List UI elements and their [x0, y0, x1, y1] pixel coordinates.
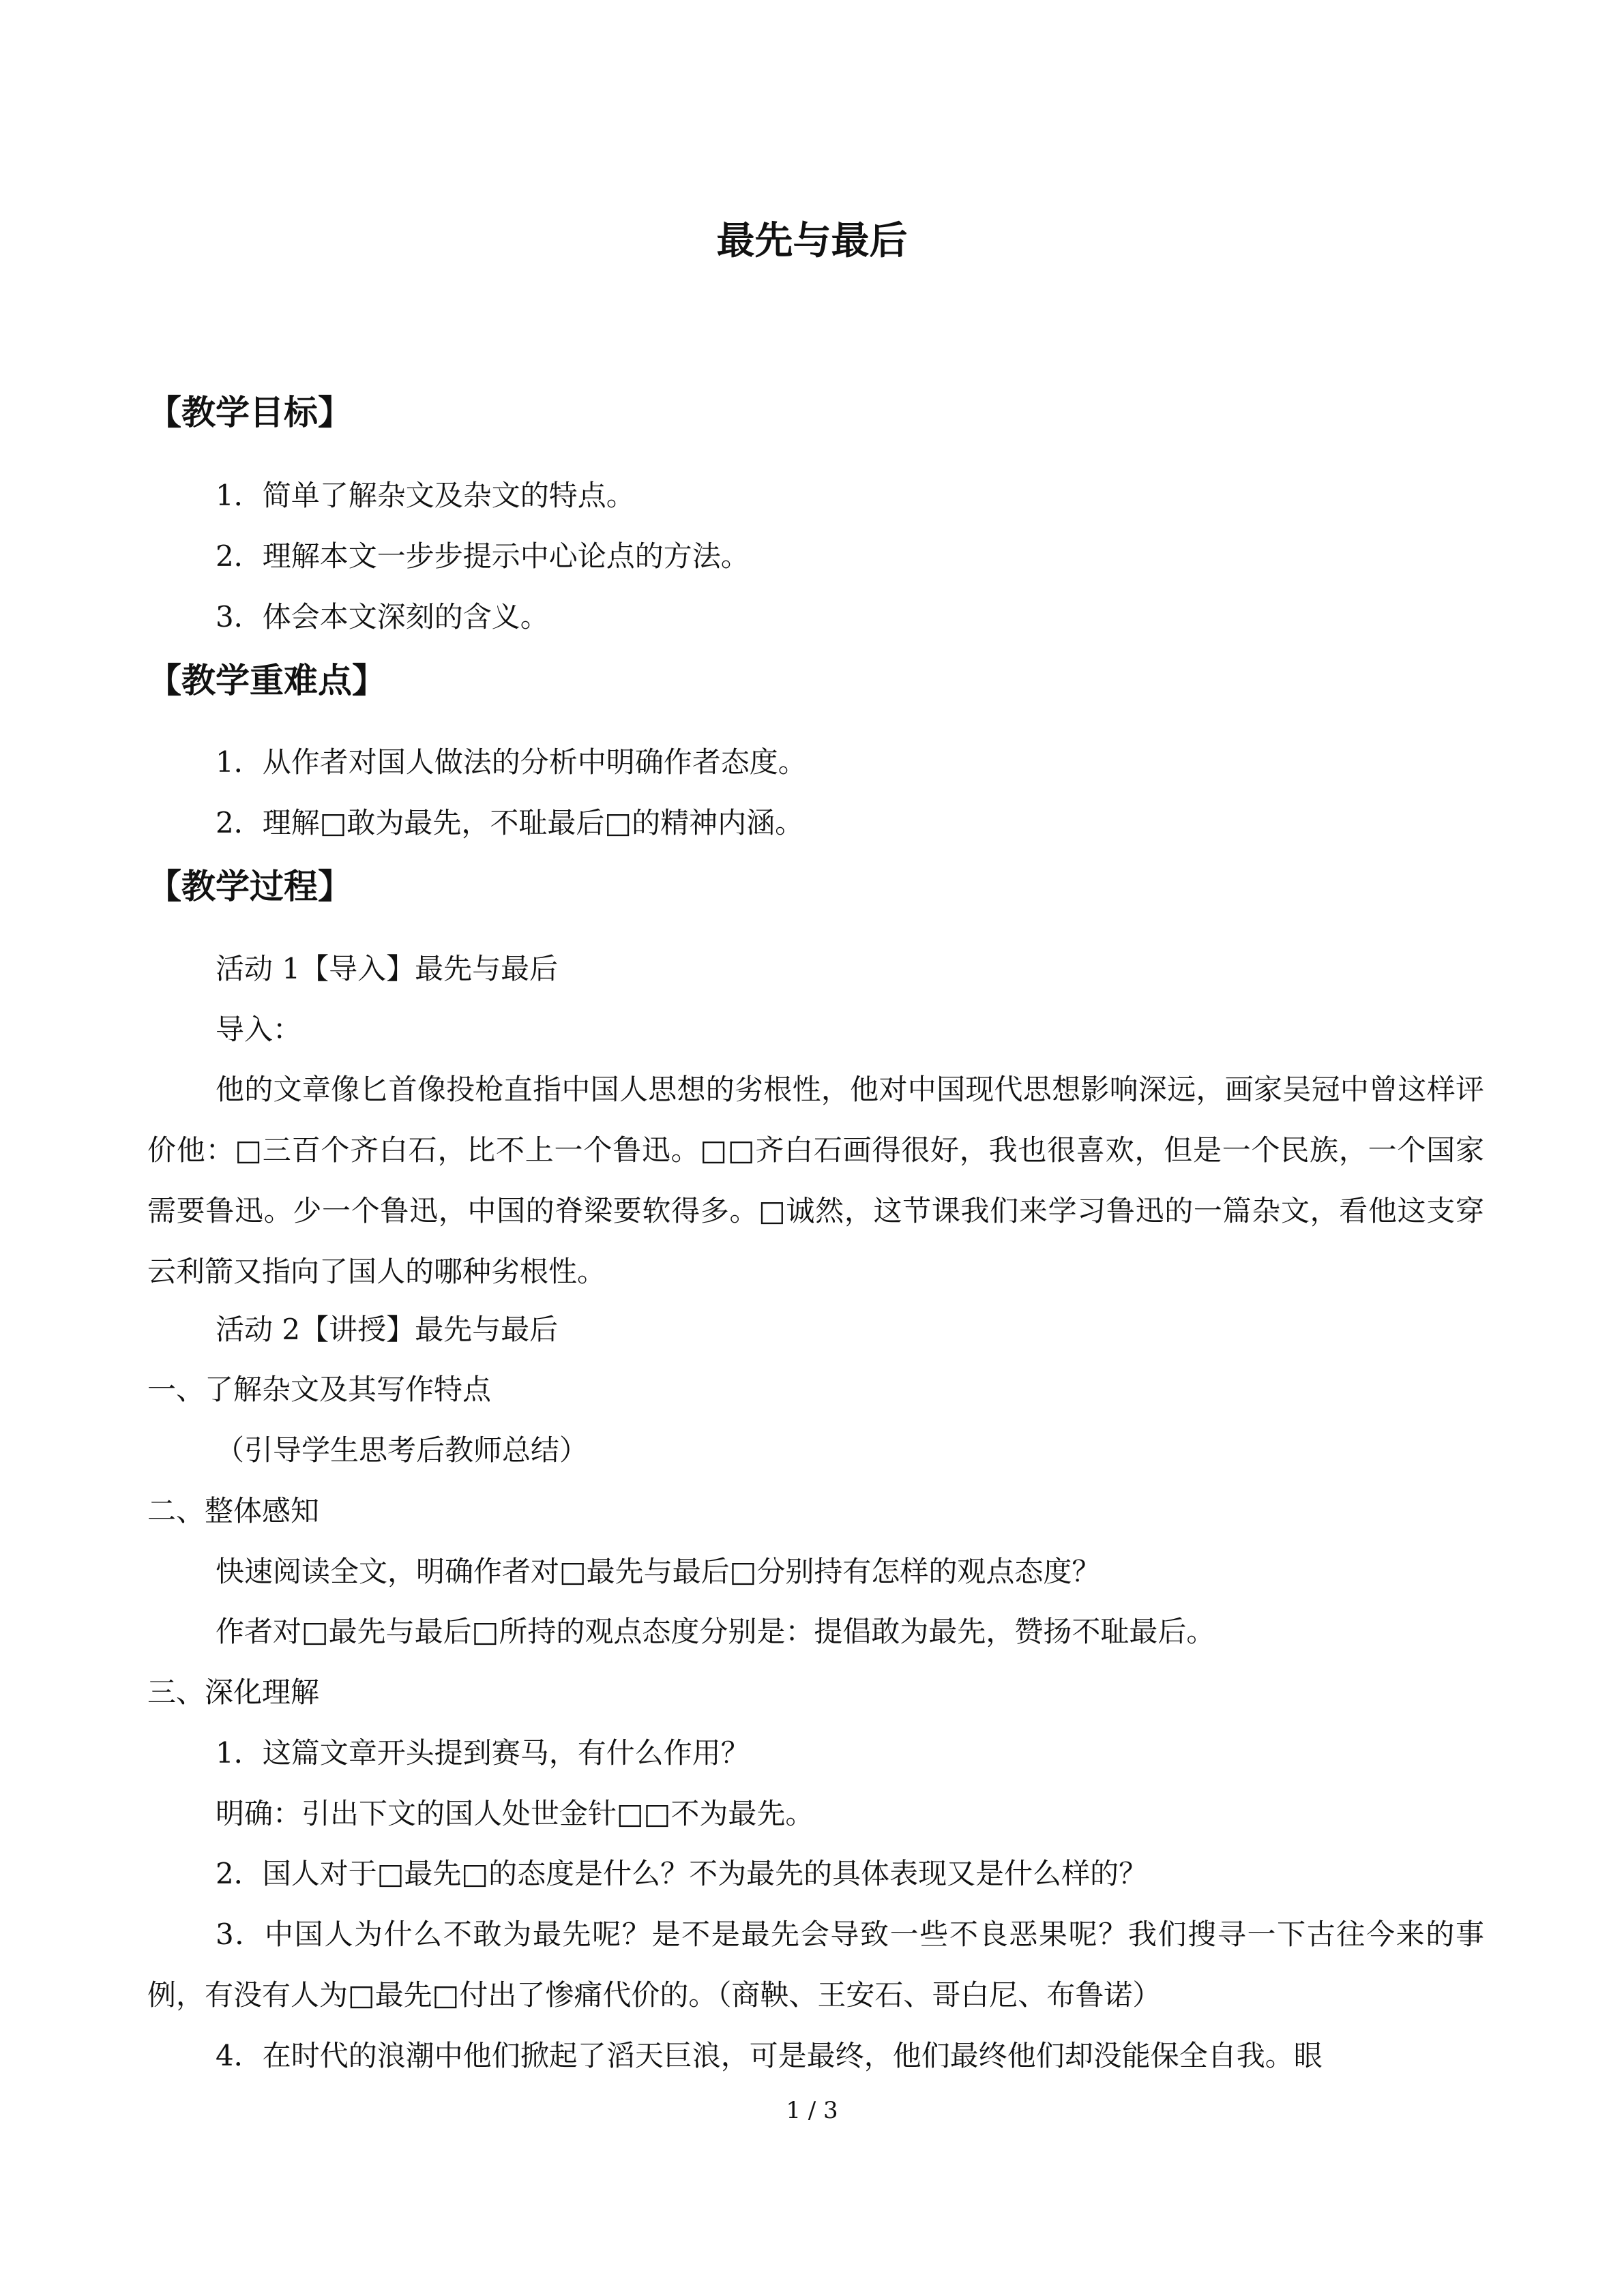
question-3: 3．中国人为什么不敢为最先呢？是不是最先会导致一些不良恶果呢？我们搜寻一下古往今来的事例，有没有人为□最先□付出了惨痛代价的。（商鞅、王安石、哥白尼、布鲁诺） — [147, 1918, 1484, 2012]
section-heading-3: 三、深化理解 — [147, 1675, 320, 1709]
key-point-item: 1．从作者对国人做法的分析中明确作者态度。 — [216, 745, 807, 779]
question-4: 4．在时代的浪潮中他们掀起了滔天巨浪，可是最终，他们最终他们却没能保全自我。眼 — [216, 2039, 1323, 2072]
section-2-answer: 作者对□最先与最后□所持的观点态度分别是：提倡敢为最先，赞扬不耻最后。 — [216, 1615, 1215, 1648]
intro-label: 导入： — [216, 1013, 302, 1046]
section-heading-2: 二、整体感知 — [147, 1494, 320, 1527]
objective-item: 1．简单了解杂文及杂文的特点。 — [216, 479, 635, 512]
intro-paragraph: 他的文章像匕首像投枪直指中国人思想的劣根性，他对中国现代思想影响深远，画家吴冠中曾这样评价他：□三百个齐白石，比不上一个鲁迅。□□齐白石画得很好，我也很喜欢，但是一个民族，一个国家需要鲁迅。少一个鲁迅，中国的脊梁要软得多。□诚然，这节课我们来学习鲁迅的一篇杂文，看他这支穿云利箭又指向了国人的哪种劣根性。 — [147, 1073, 1484, 1288]
question-2: 2．国人对于□最先□的态度是什么？不为最先的具体表现又是什么样的？ — [216, 1857, 1148, 1890]
activity-2-label: 活动 2【讲授】最先与最后 — [216, 1313, 559, 1346]
section-1-note: （引导学生思考后教师总结） — [216, 1433, 589, 1467]
page-number: 1 / 3 — [786, 2097, 838, 2124]
answer-1: 明确：引出下文的国人处世金针□□不为最先。 — [216, 1797, 814, 1830]
section-2-question: 快速阅读全文，明确作者对□最先与最后□分别持有怎样的观点态度？ — [216, 1555, 1101, 1588]
heading-objectives: 【教学目标】 — [147, 393, 352, 432]
heading-process: 【教学过程】 — [147, 867, 352, 906]
document-title: 最先与最后 — [716, 219, 908, 263]
heading-key-points: 【教学重难点】 — [147, 661, 386, 700]
objective-item: 2．理解本文一步步提示中心论点的方法。 — [216, 539, 750, 573]
key-point-item: 2．理解□敢为最先，不耻最后□的精神内涵。 — [216, 806, 804, 839]
section-heading-1: 一、了解杂文及其写作特点 — [147, 1373, 492, 1406]
activity-1-label: 活动 1【导入】最先与最后 — [216, 952, 559, 985]
question-1: 1．这篇文章开头提到赛马，有什么作用？ — [216, 1736, 750, 1770]
objective-item: 3．体会本文深刻的含义。 — [216, 600, 549, 633]
